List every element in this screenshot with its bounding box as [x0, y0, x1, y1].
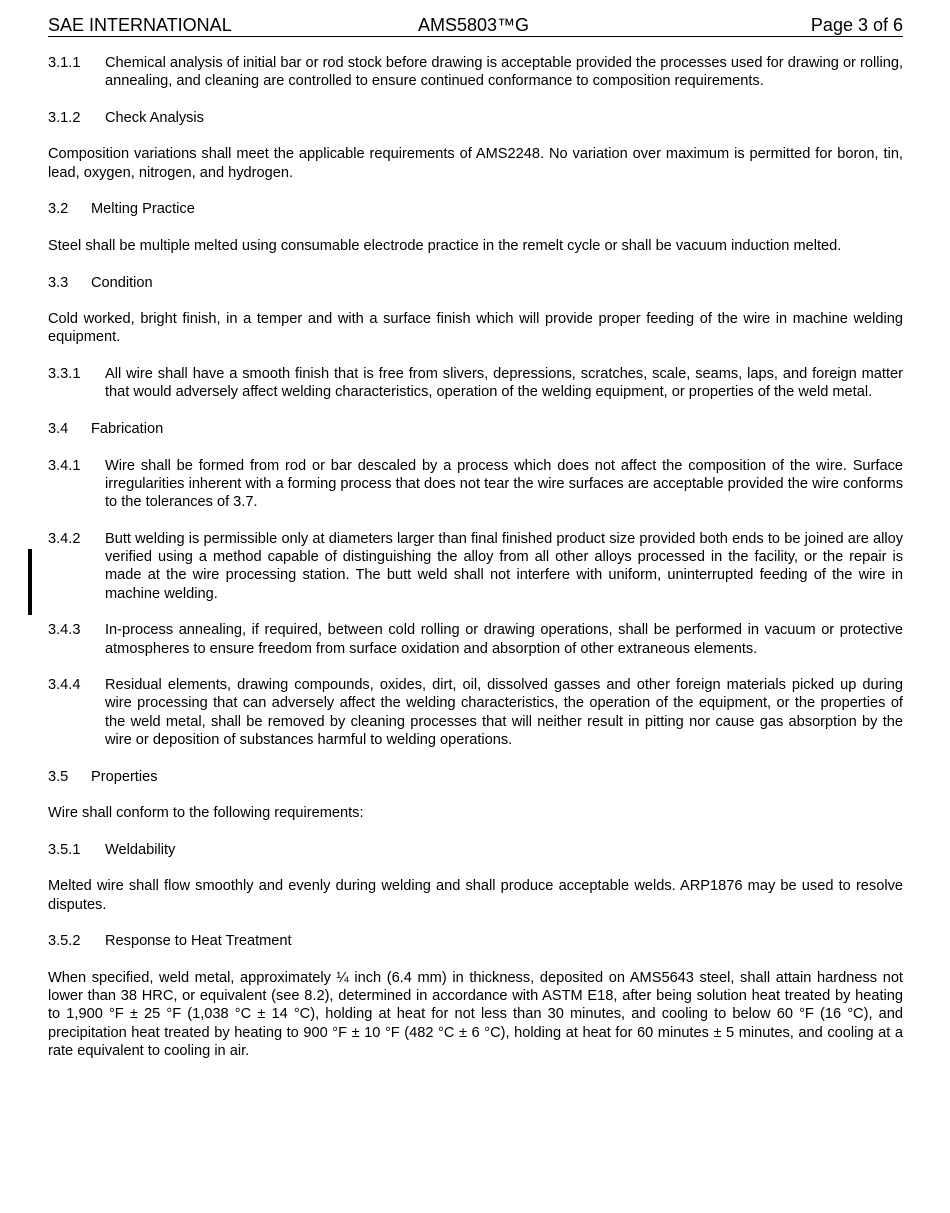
section-3-1-2-text: Composition variations shall meet the applicable requirements of AMS2248. No variation over maximum is permitted for boron, tin, lead, oxygen, nitrogen, and hydrogen.: [48, 146, 903, 181]
section-number: 3.2: [48, 201, 69, 218]
section-3-5-1-heading: [48, 841, 903, 859]
header-page-number: Page 3 of 6: [810, 15, 903, 35]
section-3-5-1-text: Melted wire shall flow smoothly and evenly during welding and shall produce acceptable welds. ARP1876 may be used to resolve disputes.: [48, 878, 903, 913]
page-header: [48, 14, 903, 37]
section-3-4-1: [48, 457, 903, 512]
section-number: 3.1.1: [48, 55, 81, 71]
section-text: Chemical analysis of initial bar or rod stock before drawing is acceptable provided the processes used for drawing or rolling, annealing, and cleaning are controlled to ensure continued conformance to composition requirements.: [105, 55, 903, 90]
section-3-4-heading: [48, 420, 903, 438]
section-title: Fabrication: [91, 420, 164, 437]
section-3-5-2-heading: [48, 932, 903, 950]
section-3-5-text: Wire shall conform to the following requirements:: [48, 805, 364, 822]
section-3-3-heading: [48, 274, 903, 292]
section-text: Residual elements, drawing compounds, oxides, dirt, oil, dissolved gasses and other foreign materials picked up during wire processing that can adversely affect the welding characteristics, the operation of the equipment, or the properties of the weld metal, shall be removed by cleaning processes that will neither result in pitting nor cause gas absorption by the wire or deposition of substances harmful to welding operations.: [105, 677, 903, 748]
section-3-3-text: Cold worked, bright finish, in a temper and with a surface finish which will provide proper feeding of the wire in machine welding equipment.: [48, 311, 903, 346]
section-text: Wire shall be formed from rod or bar descaled by a process which does not affect the composition of the wire. Surface irregularities inherent with a forming process that does not tear the wire surfaces are acceptable provided the wire conforms to the tolerances of 3.7.: [105, 457, 903, 511]
section-text: All wire shall have a smooth finish that is free from slivers, depressions, scratches, scale, seams, laps, and foreign matter that would adversely affect welding characteristics, operation of the welding equipment, or properties of the weld metal.: [105, 366, 903, 401]
section-title: Weldability: [105, 841, 176, 858]
section-3-4-3: [48, 621, 903, 658]
section-number: 3.4.4: [48, 677, 81, 694]
section-title: Check Analysis: [105, 109, 204, 126]
section-title: Melting Practice: [91, 201, 195, 218]
section-3-1-2-heading: [48, 109, 903, 127]
section-number: 3.4.2: [48, 530, 81, 547]
section-3-2-heading: [48, 200, 903, 218]
section-number: 3.4: [48, 420, 69, 437]
section-text: Butt welding is permissible only at diameters larger than final finished product size provided both ends to be joined are alloy verified using a method capable of distinguishing the alloy from all other alloys processed in the facility, or the repair is made at the wire processing station. The butt weld shall not interfere with uniform, uninterrupted feeding of the wire in machine welding.: [105, 530, 903, 602]
section-3-1-1: [48, 54, 903, 91]
section-3-2-text: Steel shall be multiple melted using consumable electrode practice in the remelt cycle or shall be vacuum induction melted.: [48, 237, 842, 254]
section-3-4-2: [48, 530, 903, 603]
section-number: 3.3.1: [48, 366, 81, 383]
section-3-5-heading: [48, 768, 903, 786]
document-body: [48, 54, 903, 1079]
section-number: 3.5.1: [48, 841, 81, 858]
section-number: 3.5: [48, 768, 69, 785]
section-number: 3.5.2: [48, 933, 81, 950]
section-title: Condition: [91, 274, 153, 291]
section-3-5-2-text: When specified, weld metal, approximately ¼ inch (6.4 mm) in thickness, deposited on AMS5643 steel, shall attain hardness not lower than 38 HRC, or equivalent (see 8.2), determined in accordance with ASTM E18, after being solution heat treated by heating to 1,900 °F ± 25 °F (1,038 °C ± 14 °C), holding at heat for not less than 30 minutes, and cooling to below 60 °F (16 °C), and precipitation heat treated by heating to 900 °F ± 10 °F (482 °C ± 6 °C), holding at heat for 60 minutes ± 5 minutes, and cooling at a rate equivalent to cooling in air.: [48, 969, 903, 1060]
section-number: 3.4.1: [48, 457, 81, 474]
section-number: 3.3: [48, 274, 69, 291]
revision-change-bar: [28, 549, 32, 615]
header-org: SAE INTERNATIONAL: [48, 15, 232, 35]
section-text: In-process annealing, if required, between cold rolling or drawing operations, shall be performed in vacuum or protective atmospheres to ensure freedom from surface oxidation and absorption of other extraneous elements.: [105, 622, 903, 657]
section-title: Response to Heat Treatment: [105, 933, 292, 950]
section-title: Properties: [91, 768, 158, 785]
section-3-3-1: [48, 365, 903, 402]
header-doc-id: AMS5803™G: [418, 15, 530, 35]
section-number: 3.1.2: [48, 109, 81, 126]
section-number: 3.4.3: [48, 622, 81, 639]
section-3-4-4: [48, 676, 903, 749]
